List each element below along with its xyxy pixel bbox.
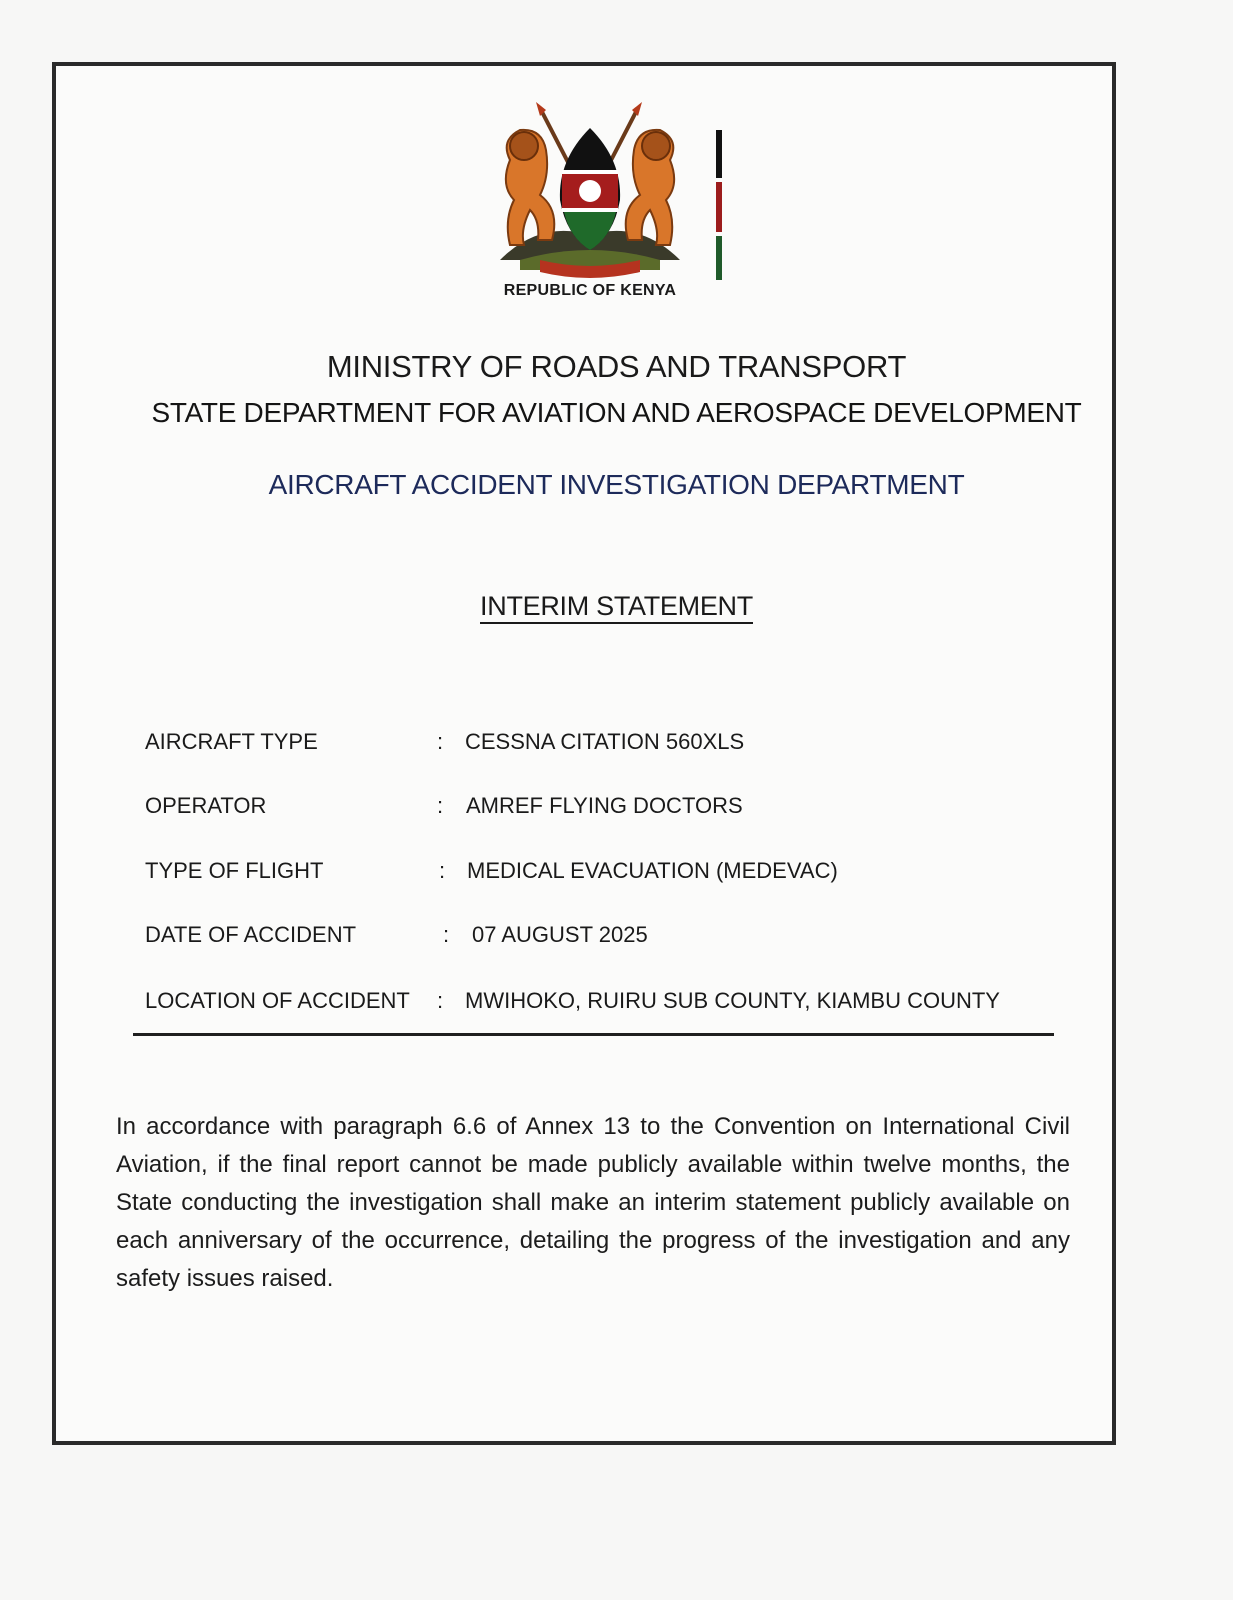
detail-row-date-of-accident xyxy=(145,922,1105,954)
document-title-text: INTERIM STATEMENT xyxy=(480,591,753,624)
ministry-heading: MINISTRY OF ROADS AND TRANSPORT xyxy=(326,349,907,384)
detail-value: AMREF FLYING DOCTORS xyxy=(466,793,743,818)
detail-label: OPERATOR xyxy=(145,793,267,818)
detail-label: DATE OF ACCIDENT xyxy=(145,922,357,947)
detail-colon: : xyxy=(439,858,446,883)
emblem-caption: REPUBLIC OF KENYA xyxy=(503,282,677,299)
section-divider xyxy=(133,1033,1054,1036)
flag-stripe-green xyxy=(716,236,722,280)
detail-row-location-of-accident xyxy=(145,988,1105,1020)
detail-label: AIRCRAFT TYPE xyxy=(145,729,318,754)
flag-stripe-red xyxy=(716,182,722,232)
state-department-heading: STATE DEPARTMENT FOR AVIATION AND AEROSPACE DEVELOPMENT xyxy=(151,397,1082,428)
detail-value: MWIHOKO, RUIRU SUB COUNTY, KIAMBU COUNTY xyxy=(465,988,1000,1013)
detail-colon: : xyxy=(437,793,444,818)
detail-value: 07 AUGUST 2025 xyxy=(472,922,648,947)
coat-of-arms-icon xyxy=(480,100,710,285)
department-heading: AIRCRAFT ACCIDENT INVESTIGATION DEPARTMENT xyxy=(268,469,965,500)
detail-label: TYPE OF FLIGHT xyxy=(145,858,324,883)
detail-row-aircraft-type xyxy=(145,729,1105,761)
detail-colon: : xyxy=(437,729,444,754)
flag-stripe-black xyxy=(716,130,722,178)
body-paragraph: In accordance with paragraph 6.6 of Annex 13 to the Convention on International Civil Aviation, if the final report cannot be made publicly available within twelve months, the State conducting the investigation shall make an interim statement publicly available on each anniversary of the occurrence, detailing the progress of the investigation and any safety issues raised. xyxy=(116,1113,1070,1292)
detail-label: LOCATION OF ACCIDENT xyxy=(145,988,410,1013)
document-title xyxy=(0,591,1233,622)
detail-value: CESSNA CITATION 560XLS xyxy=(465,729,745,754)
detail-colon: : xyxy=(443,922,450,947)
detail-value: MEDICAL EVACUATION (MEDEVAC) xyxy=(467,858,838,883)
coat-of-arms xyxy=(480,100,740,305)
detail-row-operator xyxy=(145,793,1105,825)
detail-row-type-of-flight xyxy=(145,858,1105,890)
detail-colon: : xyxy=(437,988,444,1013)
